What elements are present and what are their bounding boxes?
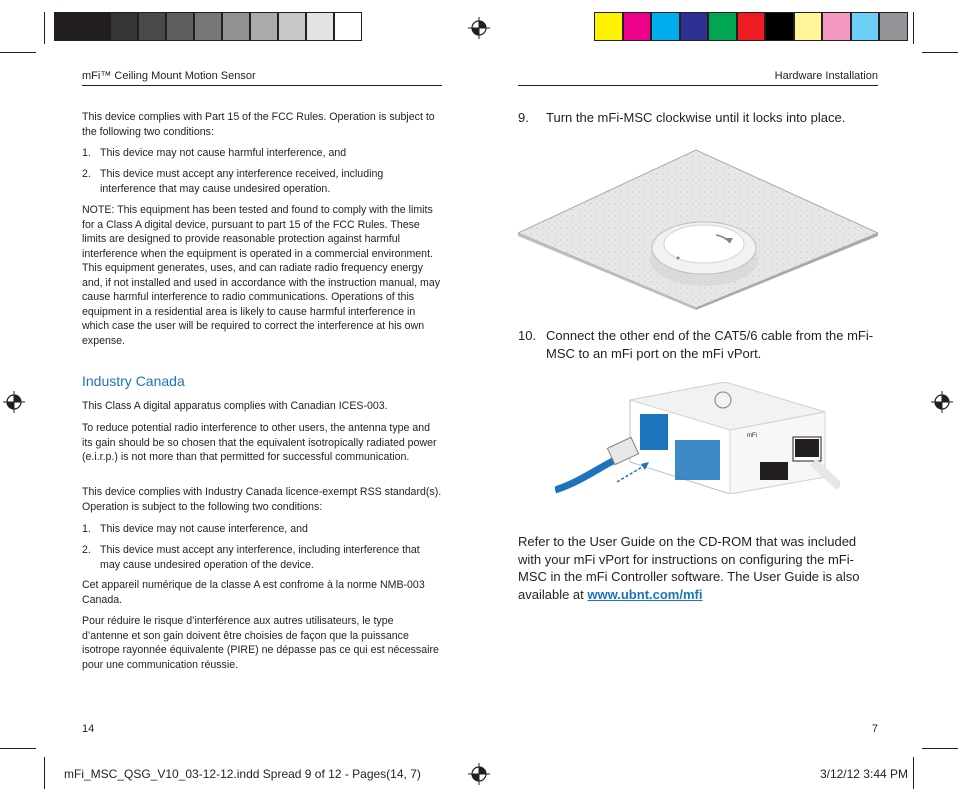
color-swatch (651, 12, 680, 41)
gray-swatch (82, 12, 110, 41)
list-number: 1. (82, 523, 91, 535)
ic-paragraph-3: This device complies with Industry Canada licence-exempt RSS standard(s). Operation is subject to the following two conditions: (82, 486, 442, 513)
list-item (82, 167, 442, 196)
gray-swatch (250, 12, 278, 41)
color-swatch (822, 12, 851, 41)
ic-paragraph-2: To reduce potential radio interference to other users, the antenna type and its gain should be so chosen that the equivalent isotropically radiated power (e.i.r.p.) is not more than that permitted for successful communication. (82, 422, 437, 463)
fcc-note-paragraph: NOTE: This equipment has been tested and found to comply with the limits for a Class A digital device, pursuant to part 15 of the FCC Rules. These limits are designed to provide reasonable protection against harmful interference when the equipment is operated in a commercial environment. This equipment generates, uses, and can radiate radio frequency energy and, if not installed and used in accordance with the instruction manual, may cause harmful interference to radio communications. Operations of this equipment in a residential area is likely to cause harmful interference in which case the user will be required to correct the interference at his own expense. (82, 204, 441, 347)
gray-swatch (166, 12, 194, 41)
gray-swatch (138, 12, 166, 41)
color-swatch (794, 12, 823, 41)
step-text: Connect the other end of the CAT5/6 cable from the mFi-MSC to an mFi port on the mFi vPort. (546, 328, 874, 361)
user-guide-text: Refer to the User Guide on the CD-ROM that was included with your mFi vPort for instructions on configuring the mFi-MSC in the mFi Controller software. The User Guide is also available at (518, 534, 860, 602)
crop-mark (0, 52, 36, 53)
vport-connection-illustration (555, 382, 840, 494)
gray-swatch (194, 12, 222, 41)
print-slug-filename: mFi_MSC_QSG_V10_03-12-12.indd Spread 9 of 12 - Pages(14, 7) (64, 767, 421, 781)
color-swatch (737, 12, 766, 41)
right-header-rule (518, 85, 878, 86)
list-text: This device must accept any interference received, including interference that may cause undesired operation. (100, 168, 384, 195)
french-paragraph-1: Cet appareil numérique de la classe A est confrome à la norme NMB-003 Canada. (82, 579, 425, 606)
list-text: This device must accept any interference, including interference that may cause undesired operation of the device. (100, 544, 420, 571)
gray-swatch (278, 12, 306, 41)
left-page-number: 14 (82, 723, 95, 735)
registration-mark-icon (3, 391, 25, 413)
list-text: This device may not cause interference, and (100, 523, 308, 535)
step-10 (518, 327, 878, 362)
device-label: mFi (747, 433, 757, 439)
registration-mark-icon (931, 391, 953, 413)
right-running-header: Hardware Installation (774, 70, 878, 82)
ic-paragraph-1: This Class A digital apparatus complies with Canadian ICES-003. (82, 400, 388, 412)
crop-mark (0, 748, 36, 749)
registration-mark-icon (468, 763, 490, 785)
color-swatch (623, 12, 652, 41)
step-number: 10. (518, 328, 537, 343)
list-item (82, 146, 442, 161)
list-number: 2. (82, 168, 91, 180)
crop-mark (44, 757, 45, 789)
right-page-number: 7 (871, 723, 878, 735)
crop-mark (913, 12, 914, 44)
list-number: 2. (82, 544, 91, 556)
step-number: 9. (518, 110, 529, 125)
print-slug-timestamp: 3/12/12 3:44 PM (819, 767, 908, 781)
crop-mark (913, 757, 914, 789)
left-header-rule (82, 85, 442, 86)
color-swatch (851, 12, 880, 41)
color-swatch (594, 12, 623, 41)
list-number: 1. (82, 147, 91, 159)
color-swatch (680, 12, 709, 41)
gray-swatch (222, 12, 250, 41)
ubnt-mfi-link[interactable]: www.ubnt.com/mfi (587, 586, 703, 602)
gray-swatch (334, 12, 362, 41)
gray-swatch (306, 12, 334, 41)
user-guide-paragraph (518, 533, 878, 603)
crop-mark (922, 52, 958, 53)
gray-swatch (110, 12, 138, 41)
gray-swatch (54, 12, 82, 41)
color-swatch (765, 12, 794, 41)
step-text: Turn the mFi-MSC clockwise until it locks into place. (546, 110, 846, 125)
crop-mark (922, 748, 958, 749)
left-running-header: mFi™ Ceiling Mount Motion Sensor (82, 70, 256, 82)
list-text: This device may not cause harmful interference, and (100, 147, 347, 159)
color-swatch (879, 12, 908, 41)
color-swatch (708, 12, 737, 41)
step-9 (518, 109, 878, 127)
french-paragraph-2: Pour réduire le risque d’interférence aux autres utilisateurs, le type d’antenne et son gain doivent être choisies de façon que la puissance isotrope rayonnée équivalente (PIRE) ne dépasse pas ce qui est nécessaire pour une communication réussie. (82, 615, 439, 671)
registration-mark-icon (468, 17, 490, 39)
fcc-compliance-paragraph: This device complies with Part 15 of the FCC Rules. Operation is subject to the following two conditions: (82, 111, 435, 138)
list-item (82, 522, 442, 537)
industry-canada-heading: Industry Canada (82, 373, 185, 389)
list-item (82, 543, 442, 572)
ceiling-mount-illustration (518, 148, 878, 310)
crop-mark (44, 12, 45, 44)
